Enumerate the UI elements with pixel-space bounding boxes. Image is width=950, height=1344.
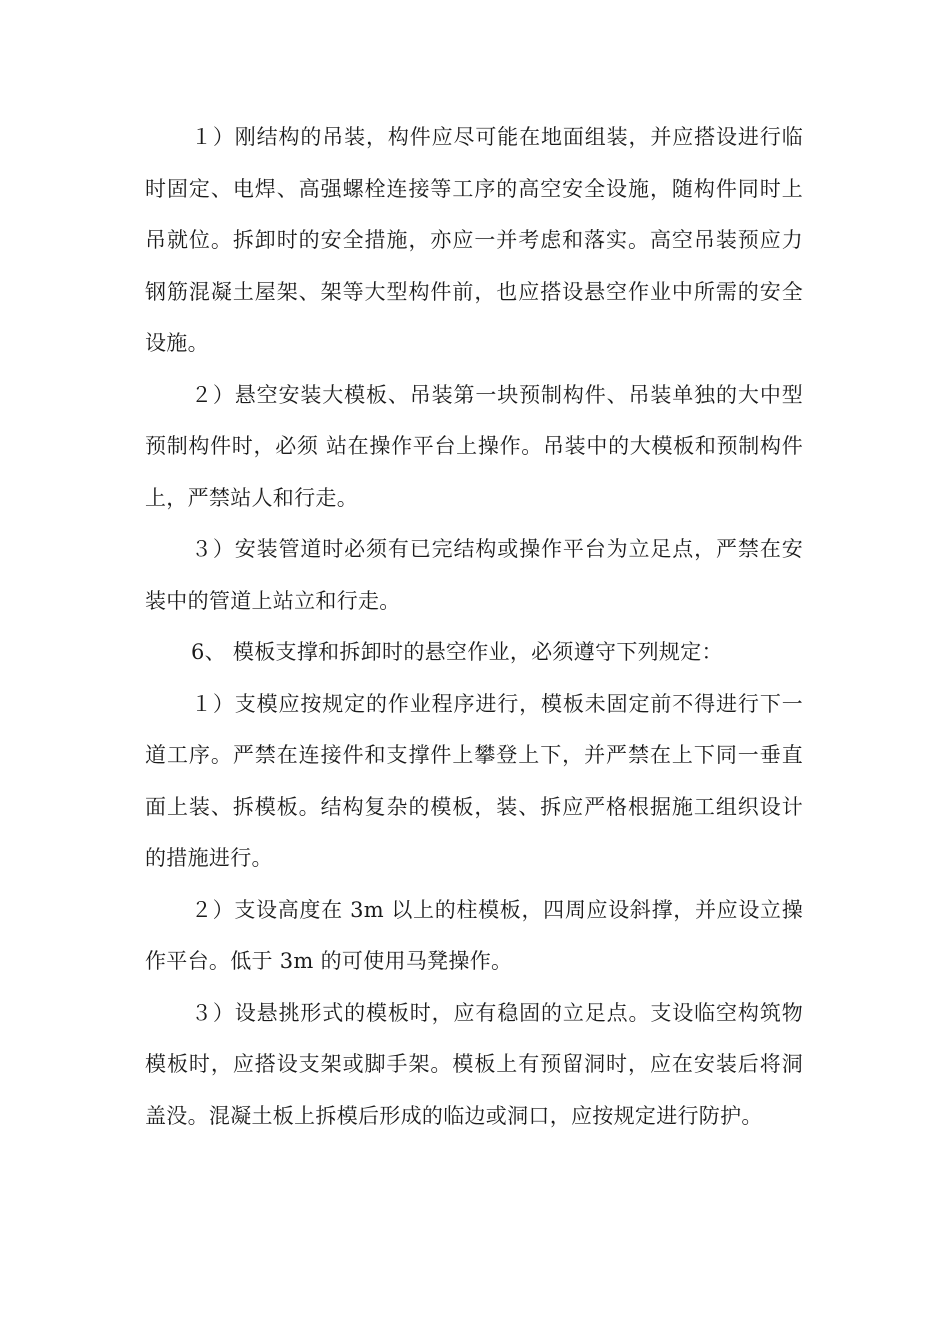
document-body: [145, 112, 803, 1142]
paragraph-large-formwork-installation: ２）悬空安装大模板、吊装第一块预制构件、吊装单独的大中型预制构件时，必须 站在操作平台上操作。吊装中的大模板和预制构件上，严禁站人和行走。: [145, 382, 803, 510]
paragraph-steel-structure-hoisting: １）刚结构的吊装，构件应尽可能在地面组装，并应搭设进行临时固定、电焊、高强螺栓连接等工序的高空安全设施，随构件同时上吊就位。拆卸时的安全措施，亦应一并考虑和落实。高空吊装预应力钢筋混凝土屋架、架等大型构件前，也应搭设悬空作业中所需的安全设施。: [145, 125, 803, 355]
paragraph-pipeline-installation: ３）安装管道时必须有已完结构或操作平台为立足点，严禁在安装中的管道上站立和行走。: [145, 537, 803, 613]
paragraph-column-formwork: ２）支设高度在 3m 以上的柱模板，四周应设斜撑，并应设立操作平台。低于 3m 的可使用马凳操作。: [145, 897, 803, 973]
paragraph-cantilever-formwork: ３）设悬挑形式的模板时，应有稳固的立足点。支设临空构筑物模板时，应搭设支架或脚手架。模板上有预留洞时，应在安装后将洞盖没。混凝土板上拆模后形成的临边或洞口，应按规定进行防护。: [145, 1000, 803, 1128]
section-heading-formwork-support: 6、 模板支撑和拆卸时的悬空作业，必须遵守下列规定：: [191, 640, 723, 664]
paragraph-formwork-procedure: １）支模应按规定的作业程序进行，模板未固定前不得进行下一道工序。严禁在连接件和支撑件上攀登上下，并严禁在上下同一垂直面上装、拆模板。结构复杂的模板，装、拆应严格根据施工组织设计的措施进行。: [145, 691, 803, 870]
